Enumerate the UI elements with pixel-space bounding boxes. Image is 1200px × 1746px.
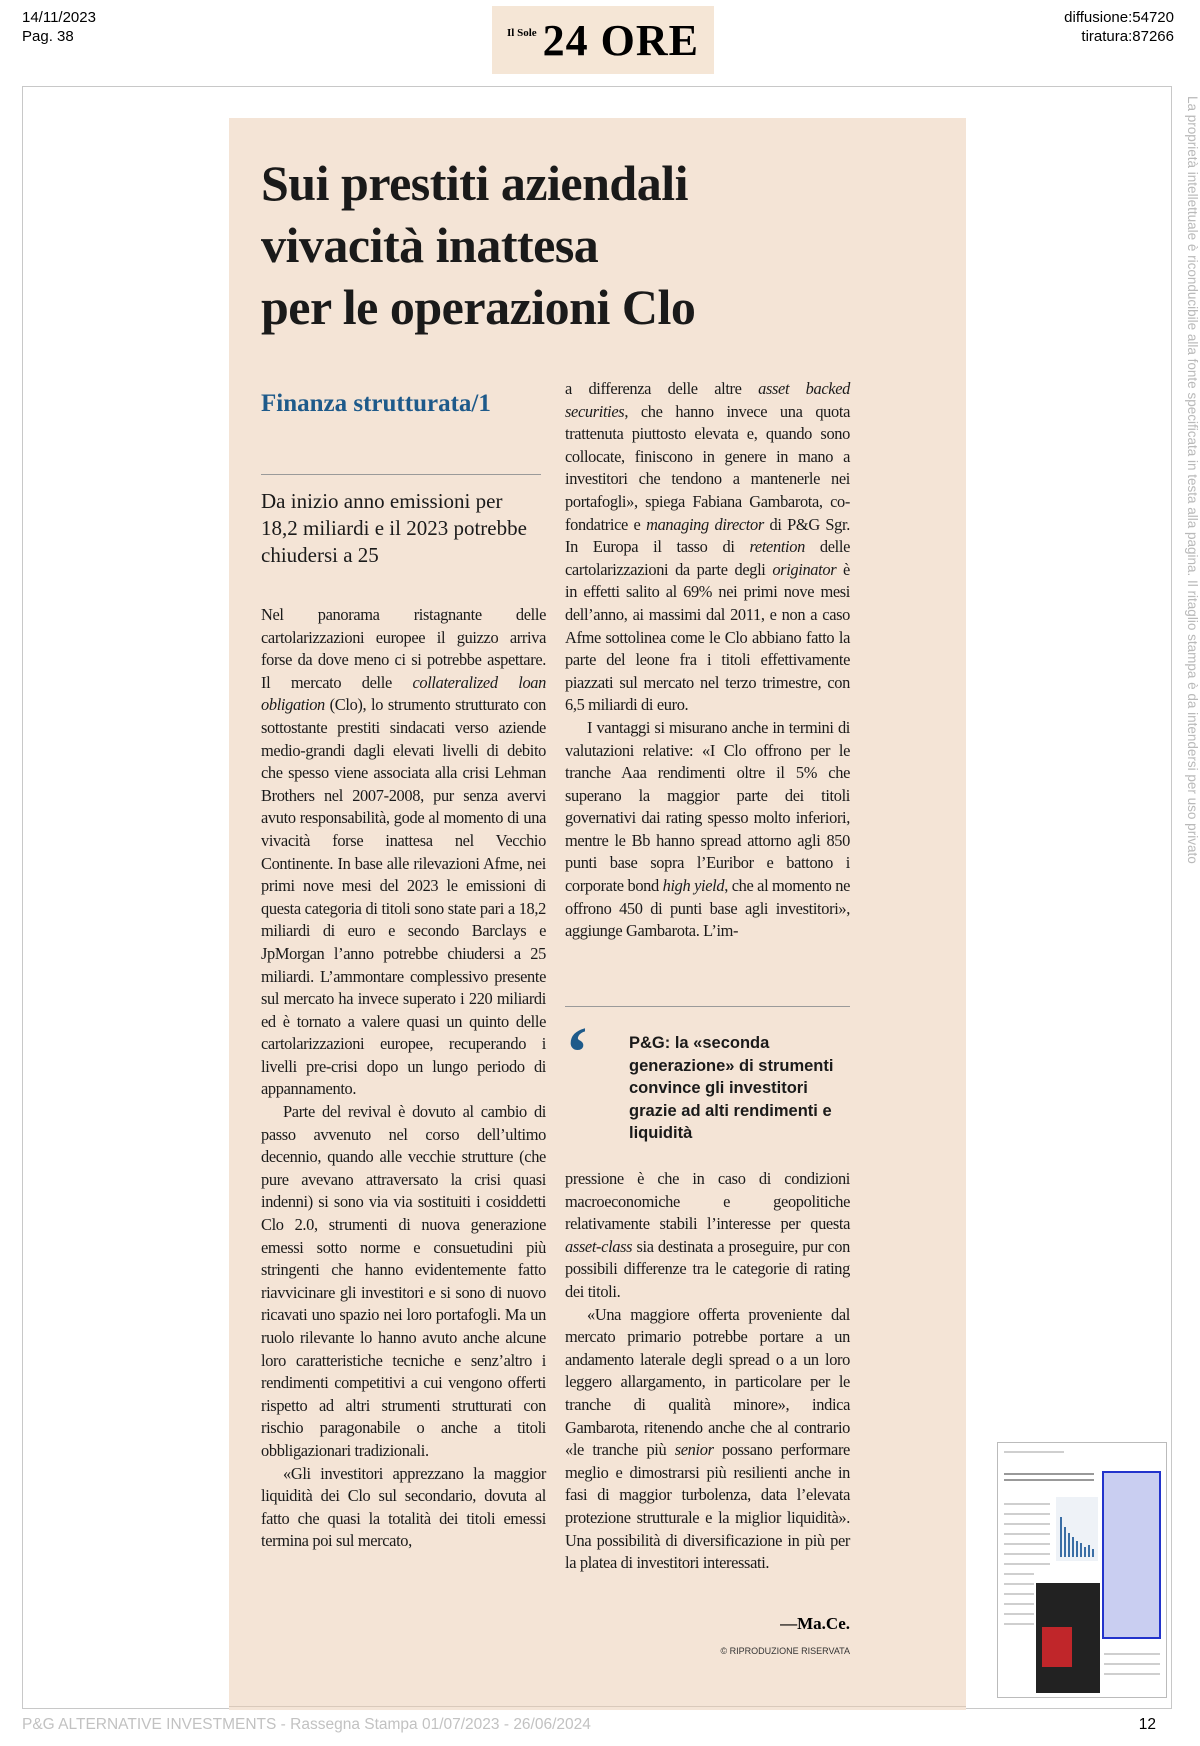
thumb-line: [1104, 1663, 1160, 1665]
masthead-small: Il Sole: [506, 27, 537, 39]
divider-top: [261, 366, 541, 367]
headline-line: Sui prestiti aziendali: [261, 155, 689, 211]
italic-term: managing director: [646, 514, 764, 534]
headline-line: per le operazioni Clo: [261, 279, 696, 335]
copyright-notice: © RIPRODUZIONE RISERVATA: [720, 1646, 850, 1656]
body-column-1: [261, 604, 546, 1553]
body-paragraph: [261, 604, 546, 1101]
thumb-line: [1004, 1593, 1034, 1595]
body-column-2-bottom: [565, 1168, 850, 1575]
summary-deck: Da inizio anno emissioni per 18,2 miliardi e il 2023 potrebbe chiudersi a 25: [261, 489, 527, 567]
section-kicker: Finanza strutturata/1: [261, 390, 491, 417]
thumb-line: [1104, 1673, 1160, 1675]
thumb-highlight: [1102, 1471, 1161, 1639]
headline: [261, 152, 951, 338]
text-run: delle cartolarizzazioni da parte degli: [565, 537, 850, 579]
body-paragraph: [565, 717, 850, 943]
pullquote-rule: [565, 1006, 850, 1007]
text-run: «Una maggiore offerta proveniente dal mercato primario potrebbe portare a un andamento laterale degli spread o a un loro leggero allargamento, in particolare per le tranche di qualità minore», indica Gambarota, ritenendo anche che al contrario «le tranche più: [565, 1304, 850, 1460]
thumb-line: [1104, 1653, 1160, 1655]
body-paragraph: [565, 1168, 850, 1304]
text-run: , che hanno invece una quota trattenuta piuttosto elevata e, quando sono collocate, finiscono in genere in mano a investitori che tendono a mantenerle nei portafogli», spiega Fabiana Gambarota, co-fondatrice e: [565, 401, 850, 534]
text-run: Parte del revival è dovuto al cambio di passo avvenuto nel corso dell’ultimo decennio, quando alle vecchie strutture (che pure avevano attraversato la crisi quasi indenni) si sono via via sostituiti i cosiddetti Clo 2.0, strumenti di nuova generazione emessi sotto norme e consuetudini più stringenti che hanno evidentemente fatto riavvicinare gli investitori e si sono di nuovo ricavati uno spazio nei loro portafogli. Ma un ruolo rilevante lo hanno avuto anche alcune loro caratteristiche tecniche e senz’altro i rendimenti competitivi a cui vengono offerti rispetto ad altri strumenti strutturati con rischio paragonabile o anche a titoli obbligazionari tradizionali.: [261, 1102, 546, 1460]
thumb-line: [1004, 1553, 1050, 1555]
circulation-block: [1064, 8, 1174, 46]
text-run: , che al momento ne offrono 450 di punti base agli investitori», aggiunge Gambarota. L’im-: [565, 876, 850, 941]
italic-term: collateralized loan obligation: [261, 672, 546, 715]
thumb-line: [1004, 1613, 1034, 1615]
thumb-line: [1004, 1543, 1050, 1545]
body-paragraph: [261, 1101, 546, 1463]
thumb-line: [1004, 1473, 1094, 1475]
text-run: «Gli investitori apprezzano la maggior liquidità dei Clo sul secondario, dovuta al fatto che quasi la totalità dei titoli emessi termina poi sul mercato,: [261, 1463, 546, 1551]
text-run: di P&G Sgr. In Europa il tasso di: [565, 514, 850, 557]
body-column-2-top: [565, 378, 850, 943]
italic-term: asset backed securities: [565, 379, 850, 421]
quote-mark-icon: ‘: [565, 1012, 589, 1092]
thumb-line: [1004, 1503, 1050, 1505]
text-run: (Clo), lo strumento strutturato con sottostante prestiti sindacati verso aziende medio-grandi dagli elevati livelli di debito che spesso viene associata alla crisi Lehman Brothers nel 2007-2008, pur senza avervi avuto responsabilità, gode al momento di una vivacità forse inattesa nel Vecchio Continente. In base alle rilevazioni Afme, nei primi nove mesi del 2023 le emissioni di questa categoria di titoli sono state pari a 18,2 miliardi di euro e secondo Barclays e JpMorgan l’anno potrebbe chiudersi a 25 miliardi. L’ammontare complessivo presente sul mercato ha invece superato i 220 miliardi ed è tornato a valere quasi un quinto delle cartolarizzazioni europee, recuperando i livelli pre-crisi dopo un lungo periodo di appannamento.: [261, 695, 546, 1099]
masthead-title: 24 ORE: [542, 15, 699, 65]
thumb-line: [1004, 1623, 1034, 1625]
divider: [261, 474, 541, 475]
clip-page: Pag. 38: [22, 28, 74, 45]
footer-page-number: 12: [1138, 1716, 1156, 1733]
date-page-block: [22, 8, 96, 46]
bottom-rule: [229, 1706, 966, 1707]
thumb-line: [1004, 1451, 1064, 1453]
body-paragraph: [565, 378, 850, 717]
italic-term: asset-class: [565, 1236, 633, 1256]
text-run: I vantaggi si misurano anche in termini di valutazioni relative: «I Clo offrono per le tranche Aaa rendimenti oltre il 5% che superano la maggior parte dei titoli governativi dai rating spesso molto inferiori, mentre le Bb hanno spread attorno agli 850 punti base sopra l’Euribor e battono i corporate bond: [565, 717, 850, 896]
masthead-logo: [492, 6, 714, 74]
tiratura-value: tiratura:87266: [1081, 28, 1174, 45]
italic-term: originator: [772, 559, 837, 579]
thumb-line: [1004, 1513, 1050, 1515]
pullquote: P&G: la «seconda generazione» di strumenti convince gli investitori grazie ad alti rendimenti e liquidità: [629, 1034, 834, 1142]
text-run: Nel panorama ristagnante delle cartolarizzazioni europee il guizzo arriva forse da dove meno ci si potrebbe aspettare. Il mercato delle: [261, 605, 546, 692]
body-paragraph: [565, 1304, 850, 1575]
footer-source: P&G ALTERNATIVE INVESTMENTS - Rassegna Stampa 01/07/2023 - 26/06/2024: [22, 1716, 591, 1733]
headline-line: vivacità inattesa: [261, 217, 599, 273]
side-note-text: La proprietà intellettuale è riconducibile alla fonte specificata in testa alla pagina. Il ritaglio stampa è da intendersi per uso privato: [1185, 96, 1200, 864]
thumb-chart: [1056, 1497, 1098, 1561]
article-clipping: [229, 118, 966, 1710]
thumb-line: [1004, 1603, 1034, 1605]
thumb-line: [1004, 1563, 1050, 1565]
author-signature: —Ma.Ce.: [780, 1614, 850, 1633]
thumb-line: [1004, 1479, 1094, 1481]
thumb-line: [1004, 1533, 1050, 1535]
body-paragraph: [261, 1463, 546, 1553]
text-run: possano performare meglio e dimostrarsi più resilienti anche in fasi di maggior turbolenza, data l’elevata protezione strutturale e la miglior liquidità». Una possibilità di diversificazione in più per la platea di investitori interessati.: [565, 1440, 850, 1573]
diffusione-value: diffusione:54720: [1064, 9, 1174, 26]
copyright-side-note: [1180, 96, 1200, 1066]
text-run: pressione è che in caso di condizioni macroeconomiche e geopolitiche relativamente stabili l’interesse per questa: [565, 1169, 850, 1234]
thumb-photo-accent: [1042, 1627, 1072, 1667]
page-thumbnail[interactable]: [997, 1442, 1167, 1698]
thumb-line: [1004, 1523, 1050, 1525]
text-run: sia destinata a proseguire, pur con possibili differenze tra le categorie di rating dei titoli.: [565, 1236, 850, 1301]
italic-term: senior: [674, 1440, 714, 1460]
italic-term: retention: [749, 537, 805, 557]
thumb-line: [1004, 1583, 1034, 1585]
text-run: è in effetti salito al 69% nei primi nove mesi dell’anno, ai massimi dal 2011, e non a caso Afme sottolinea come le Clo abbiano fatto la parte del leone fra i titoli effettivamente piazzati sul mercato nel terzo trimestre, con 6,5 miliardi di euro.: [565, 559, 850, 715]
thumb-line: [1004, 1573, 1034, 1575]
clip-date: 14/11/2023: [22, 9, 96, 26]
italic-term: high yield: [662, 876, 725, 896]
text-run: a differenza delle altre: [565, 379, 759, 398]
